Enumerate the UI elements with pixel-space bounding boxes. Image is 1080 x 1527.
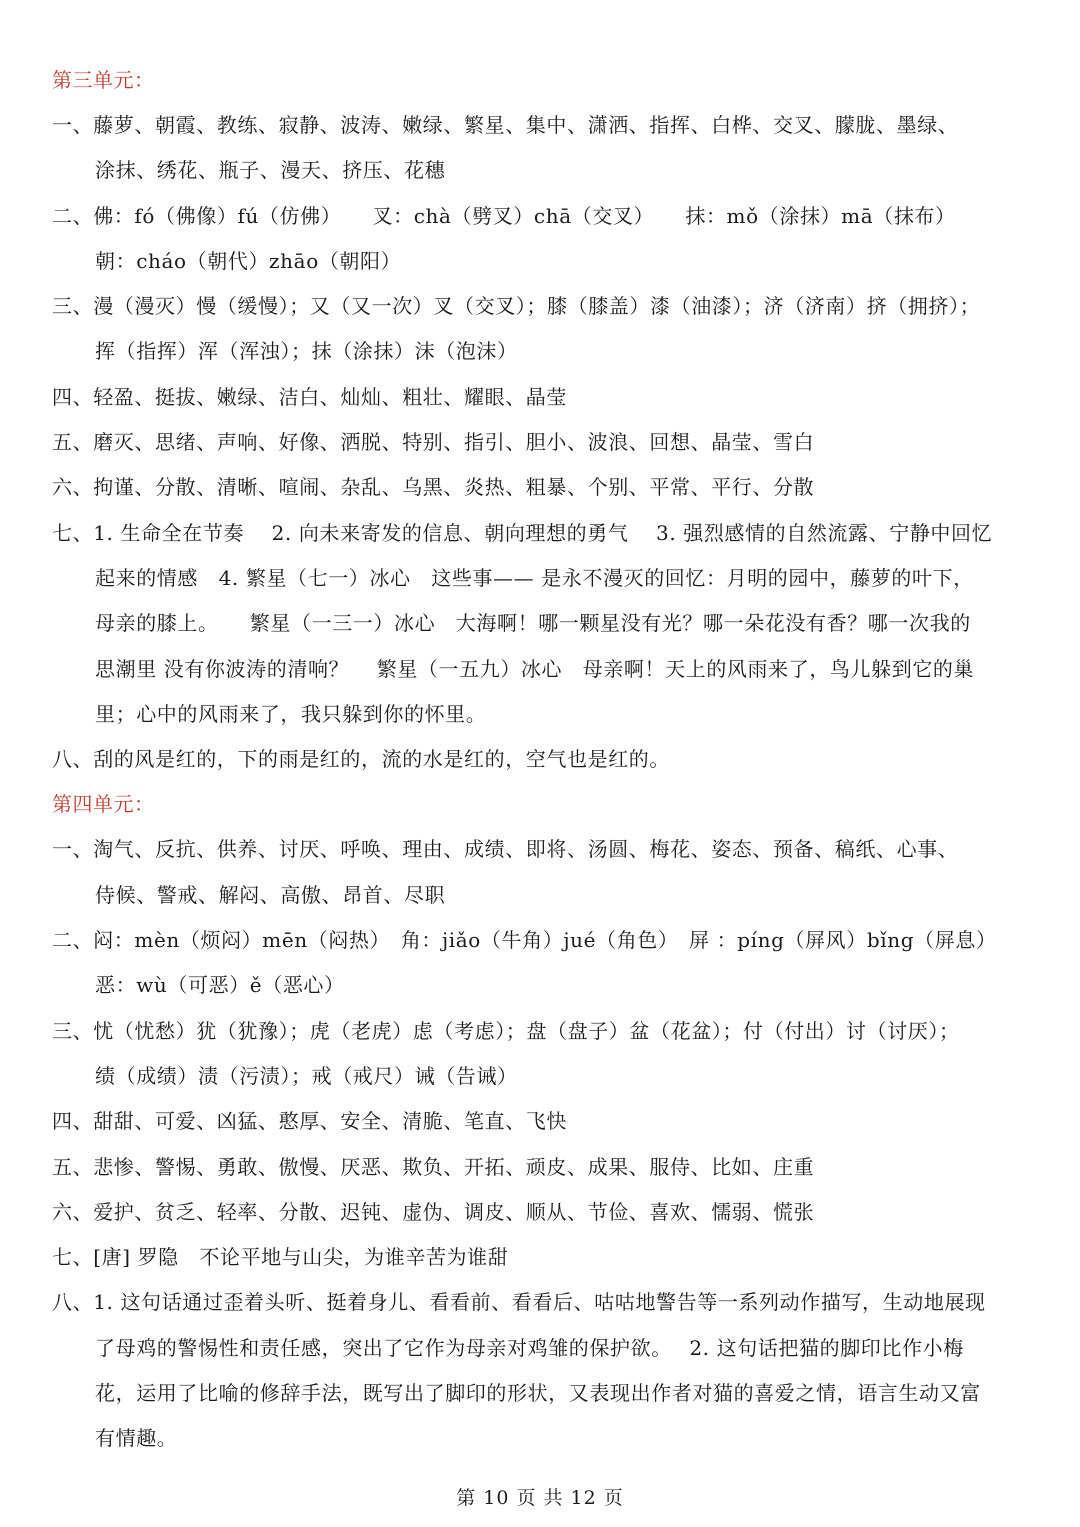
unit-3-q2-line-2: 朝：cháo（朝代）zhāo（朝阳）	[95, 248, 402, 273]
unit-4-q7-line: 七、[唐] 罗隐 不论平地与山尖，为谁辛苦为谁甜	[52, 1245, 509, 1270]
unit-3-q3-line-2: 挥（指挥）浑（浑浊）；抹（涂抹）沫（泡沫）	[95, 339, 518, 364]
answer-content	[52, 58, 1037, 1462]
unit-4-q2-line-1: 二、闷：mèn（烦闷）mēn（闷热） 角：jiǎo（牛角）jué（角色） 屏 ：píng（屏风）bǐng（屏息）	[52, 928, 997, 953]
unit-3-q7-line-1: 七、1. 生命全在节奏 2. 向未来寄发的信息、朝向理想的勇气 3. 强烈感情的自然流露、宁静中回忆	[52, 520, 993, 545]
unit-4-q4-line: 四、甜甜、可爱、凶猛、憨厚、安全、清脆、笔直、飞快	[52, 1109, 567, 1134]
unit-3-q4-line: 四、轻盈、挺拔、嫩绿、洁白、灿灿、粗壮、耀眼、晶莹	[52, 384, 567, 409]
unit-3-q1-line-1: 一、藤萝、朝霞、教练、寂静、波涛、嫩绿、繁星、集中、潇洒、指挥、白桦、交叉、朦胧、墨绿、	[52, 113, 959, 137]
page-number-footer: 第 10 页 共 12 页	[456, 1487, 624, 1509]
unit-4-q8-line-3: 花，运用了比喻的修辞手法，既写出了脚印的形状，又表现出作者对猫的喜爱之情，语言生动又富	[95, 1381, 981, 1406]
unit-4-q2-line-2: 恶：wù（可恶）ě（恶心）	[95, 973, 345, 998]
unit-3-q8-line: 八、刮的风是红的，下的雨是红的，流的水是红的，空气也是红的。	[52, 747, 670, 772]
unit-4-q8-line-2: 了母鸡的警惕性和责任感，突出了它作为母亲对鸡雏的保护欲。 2. 这句话把猫的脚印比作小梅	[95, 1335, 964, 1360]
unit-3-q7-line-4: 思潮里 没有你波涛的清响？ 繁星（一五九）冰心 母亲啊！天上的风雨来了，鸟儿躲到它的巢	[95, 656, 975, 681]
unit-4-q6-line: 六、爱护、贫乏、轻率、分散、迟钝、虚伪、调皮、顺从、节俭、喜欢、懦弱、慌张	[52, 1199, 815, 1224]
unit-4-q8-line-1: 八、1. 这句话通过歪着头听、挺着身儿、看看前、看看后、咕咕地警告等一系列动作描写，生动地展现	[52, 1290, 986, 1315]
unit-4-heading: 第四单元：	[52, 792, 155, 817]
unit-4-q3-line-1: 三、忧（忧愁）犹（犹豫）；虎（老虎）虑（考虑）；盘（盘子）盆（花盆）；付（付出）讨（讨厌）；	[52, 1018, 960, 1043]
unit-4-q8-line-4: 有情趣。	[95, 1426, 178, 1451]
unit-3-q3-line-1: 三、漫（漫灭）慢（缓慢）；又（又一次）叉（交叉）；膝（膝盖）漆（油漆）；济（济南）挤（拥挤）；	[52, 294, 981, 319]
unit-3-heading: 第三单元：	[52, 68, 155, 92]
unit-4-q1-line-1: 一、淘气、反抗、供养、讨厌、呼唤、理由、成绩、即将、汤圆、梅花、姿态、预备、稿纸、心事、	[52, 837, 959, 862]
unit-3-q1-line-2: 涂抹、绣花、瓶子、漫天、挤压、花穗	[95, 158, 446, 183]
unit-3-q6-line: 六、拘谨、分散、清晰、喧闹、杂乱、乌黑、炎热、粗暴、个别、平常、平行、分散	[52, 475, 815, 500]
unit-4-q3-line-2: 绩（成绩）渍（污渍）；戒（戒尺）诫（告诫）	[95, 1063, 518, 1088]
unit-3-q5-line: 五、磨灭、思绪、声响、好像、洒脱、特别、指引、胆小、波浪、回想、晶莹、雪白	[52, 430, 815, 455]
unit-3-q7-line-3: 母亲的膝上。 繁星（一三一）冰心 大海啊！哪一颗星没有光？哪一朵花没有香？哪一次我的	[95, 611, 971, 636]
unit-3-q2-line-1: 二、佛：fó（佛像）fú（仿佛） 叉：chà（劈叉）chā（交叉） 抹：mǒ（涂抹）mā（抹布）	[52, 203, 956, 228]
unit-3-q7-line-5: 里；心中的风雨来了，我只躲到你的怀里。	[95, 701, 487, 726]
unit-4-q1-line-2: 侍候、警戒、解闷、高傲、昂首、尽职	[95, 882, 446, 907]
unit-3-q7-line-2: 起来的情感 4. 繁星（七一）冰心 这些事—— 是永不漫灭的回忆：月明的园中，藤萝的叶下，	[95, 565, 974, 590]
unit-4-q5-line: 五、悲惨、警惕、勇敢、傲慢、厌恶、欺负、开拓、顽皮、成果、服侍、比如、庄重	[52, 1154, 815, 1179]
